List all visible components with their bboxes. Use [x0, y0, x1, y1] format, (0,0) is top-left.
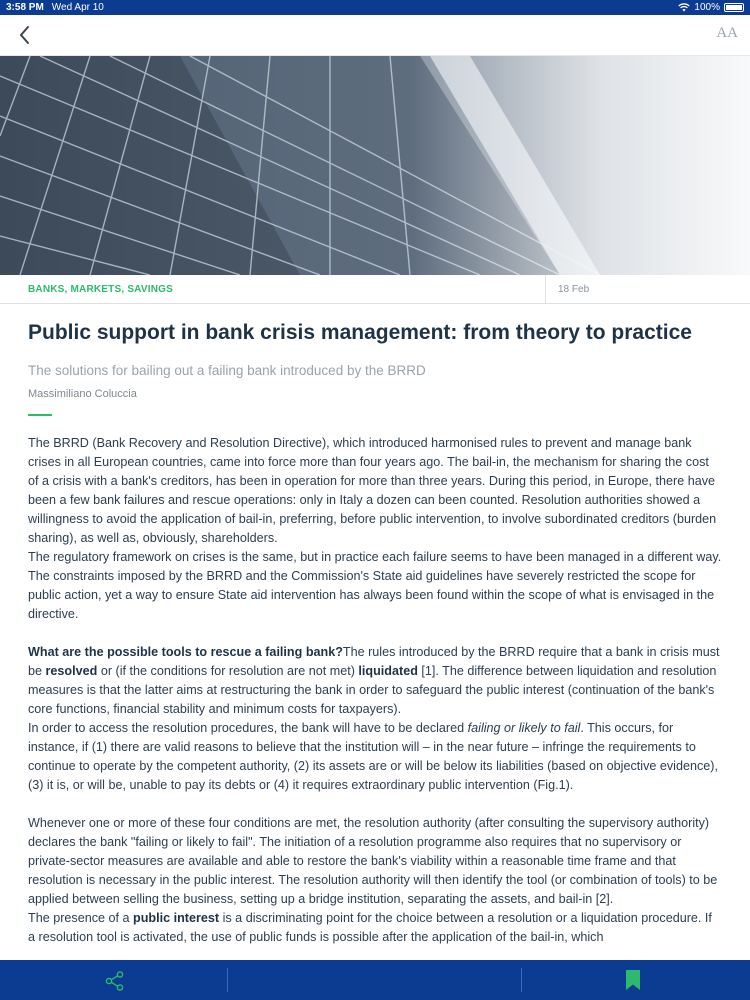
- paragraph-2: The regulatory framework on crises is the same, but in practice each failure seems to have been managed in a different way. The constraints imposed by the BRRD and the Commission's State aid guidelines have severely restricted the scope for public action, yet a way to ensure State aid intervention has always been found within the scope of what is envisaged in the directive.: [28, 550, 722, 621]
- paragraph-4: In order to access the resolution procedures, the bank will have to be declared failing or likely to fail. This occurs, for instance, if (1) there are valid reasons to believe that the institution will – in the near future – infringe the requirements to continue to operate by the competent authority, (2) its assets are or will be below its liabilities (based on objective evidence), (3) it is, or will be, unable to pay its debts or (4) it requires extraordinary public intervention (Fig.1).: [28, 721, 718, 792]
- wifi-icon: [678, 3, 690, 12]
- bottom-toolbar: [0, 960, 750, 1000]
- paragraph-5: Whenever one or more of these four conditions are met, the resolution authority (after consulting the supervisory authority) declares the bank "failing or likely to fail". The initiation of a resolution programme also requires that no supervisory or private-sector measures are available and able to restore the bank's viability within a reasonable time frame and that resolution is necessary in the public interest. The resolution authority will then identify the tool (or combination of tools) to be applied between selling the business, setting up a bridge institution, separating the assets, and bail-in [2].: [28, 816, 718, 906]
- toolbar-divider: [521, 968, 522, 992]
- nav-bar: [0, 15, 750, 56]
- share-icon: [106, 972, 122, 990]
- bookmark-icon: [626, 970, 640, 990]
- toolbar-divider: [227, 968, 228, 992]
- font-size-button[interactable]: [716, 25, 738, 42]
- article-content: [28, 304, 722, 947]
- question-heading: What are the possible tools to rescue a failing bank?: [28, 645, 343, 659]
- paragraph-1: The BRRD (Bank Recovery and Resolution Directive), which introduced harmonised rules to prevent and manage bank crises in all European countries, came into force more than four years ago. The bail-in, the mechanism for sharing the cost of a crisis with a bank's creditors, has been in operation for more than three years. During this period, in Europe, there have been a few bank failures and rescue operations: only in Italy a dozen can been counted. Resolution authorities showed a willingness to avoid the application of bail-in, preferring, before public intervention, to involve subordinated creditors (burden sharing), as well as, obviously, shareholders.: [28, 436, 717, 545]
- accent-divider: [28, 414, 52, 416]
- paragraph-3: What are the possible tools to rescue a failing bank?The rules introduced by the BRRD require that a bank in crisis must be resolved or (if the conditions for resolution are not met) liquidated [1]. The difference between liquidation and resolution measures is that the latter aims at restructuring the bank in order to safeguard the public interest (continuation of the bank's core functions, financial stability and minimum costs for taxpayers).: [28, 645, 720, 716]
- status-bar: [0, 0, 750, 15]
- article-meta-row: [0, 275, 750, 304]
- hero-image: [0, 56, 750, 275]
- article-author[interactable]: Massimiliano Coluccia: [28, 388, 137, 400]
- font-size-icon: AA: [716, 25, 738, 41]
- battery-percent: 100%: [694, 2, 720, 13]
- building-facade-image: [0, 56, 750, 275]
- article-date: 18 Feb: [558, 283, 590, 295]
- back-button[interactable]: [14, 23, 38, 47]
- article-subtitle: The solutions for bailing out a failing bank introduced by the BRRD: [28, 363, 426, 378]
- battery-icon: [724, 3, 744, 12]
- status-date: Wed Apr 10: [51, 2, 104, 13]
- paragraph-6: The presence of a public interest is a discriminating point for the choice between a resolution or a liquidation procedure. If a resolution tool is activated, the use of public funds is possible after the application of the bail-in, which: [28, 911, 712, 944]
- article-title: Public support in bank crisis management: from theory to practice: [28, 321, 692, 344]
- article-body: [28, 434, 722, 947]
- share-button[interactable]: [104, 970, 126, 992]
- category-tag[interactable]: BANKS, MARKETS, SAVINGS: [0, 275, 546, 303]
- chevron-left-icon: [21, 27, 28, 43]
- status-right: [678, 2, 744, 13]
- status-time: 3:58 PM: [6, 2, 44, 13]
- bookmark-button[interactable]: [625, 969, 641, 991]
